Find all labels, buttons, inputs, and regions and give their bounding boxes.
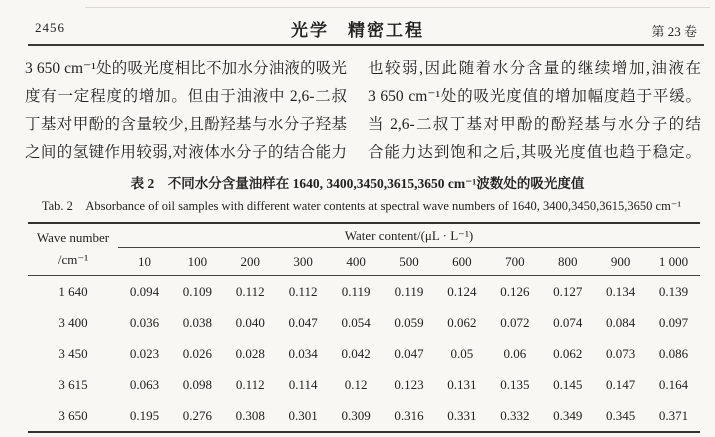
wave-number-cell: 3 615 (58, 377, 88, 392)
water-content-column-header: 400 (330, 248, 383, 276)
absorbance-value-cell: 0.332 (500, 408, 530, 423)
body-text-line: 也较弱,因此随着水分含量的继续增加,油液在 (368, 60, 701, 77)
absorbance-value-cell: 0.036 (129, 315, 160, 330)
absorbance-value-cell: 0.123 (394, 377, 424, 392)
absorbance-value-cell: 0.135 (500, 377, 530, 392)
absorbance-value-cell: 0.124 (447, 284, 477, 299)
absorbance-value-cell: 0.139 (658, 284, 689, 299)
absorbance-value-cell: 0.112 (288, 284, 318, 299)
absorbance-value-cell: 0.073 (606, 346, 636, 361)
water-content-column-header: 800 (541, 248, 594, 276)
table-caption-zh: 表 2 不同水分含量油样在 1640, 3400,3450,3615,3650 cm⁻¹波数处的吸光度值 (130, 176, 585, 191)
absorbance-value-cell: 0.371 (658, 408, 689, 423)
journal-title: 光学 精密工程 (291, 21, 424, 40)
page-number: 2456 (35, 20, 65, 35)
absorbance-value-cell: 0.072 (500, 315, 530, 330)
absorbance-value-cell: 0.119 (341, 284, 371, 299)
volume-label: 第 23 卷 (651, 24, 697, 39)
water-content-group-header: Water content/(μL · L⁻¹) (118, 224, 700, 248)
table-caption-en: Tab. 2 Absorbance of oil samples with different water contents at spectral wave numbers of 1640, 3400,3450,3615,3650 cm⁻¹ (41, 199, 682, 213)
body-text-line: 3 650 cm⁻¹处的吸光度相比不加水分油液的吸光 (25, 60, 347, 77)
absorbance-value-cell: 0.047 (288, 315, 318, 330)
body-column-left (25, 55, 347, 167)
absorbance-value-cell: 0.084 (606, 315, 636, 330)
absorbance-value-cell: 0.164 (658, 377, 689, 392)
body-text-line: 度有一定程度的增加。但由于油液中 2,6-二叔 (25, 88, 347, 105)
absorbance-value-cell: 0.112 (235, 284, 265, 299)
absorbance-value-cell: 0.127 (553, 284, 583, 299)
water-content-column-header: 900 (594, 248, 647, 276)
water-content-column-header: 300 (277, 248, 330, 276)
absorbance-value-cell: 0.109 (182, 284, 212, 299)
water-content-column-header: 1 000 (647, 248, 700, 276)
absorbance-value-cell: 0.047 (394, 346, 424, 361)
absorbance-value-cell: 0.098 (182, 377, 212, 392)
absorbance-value-cell: 0.026 (182, 346, 212, 361)
absorbance-value-cell: 0.040 (235, 315, 265, 330)
absorbance-value-cell: 0.12 (344, 377, 368, 392)
absorbance-value-cell: 0.195 (129, 408, 160, 423)
body-text-line: 丁基对甲酚的含量较少,且酚羟基与水分子羟基 (25, 116, 347, 133)
wave-number-cell: 3 400 (58, 315, 88, 330)
absorbance-value-cell: 0.028 (235, 346, 265, 361)
absorbance-table (28, 222, 700, 433)
water-content-column-header: 200 (224, 248, 277, 276)
absorbance-value-cell: 0.126 (500, 284, 530, 299)
absorbance-value-cell: 0.145 (553, 377, 583, 392)
absorbance-value-cell: 0.062 (553, 346, 583, 361)
water-content-column-header: 100 (171, 248, 224, 276)
absorbance-value-cell: 0.119 (394, 284, 424, 299)
absorbance-value-cell: 0.062 (447, 315, 477, 330)
absorbance-value-cell: 0.114 (288, 377, 318, 392)
absorbance-value-cell: 0.063 (129, 377, 160, 392)
water-content-column-header: 700 (488, 248, 541, 276)
wave-number-cell: 3 450 (58, 346, 88, 361)
absorbance-value-cell: 0.134 (606, 284, 636, 299)
absorbance-value-cell: 0.276 (182, 408, 212, 423)
absorbance-value-cell: 0.308 (235, 408, 265, 423)
absorbance-value-cell: 0.05 (450, 346, 474, 361)
body-text-line: 之间的氢键作用较弱,对液体水分子的结合能力 (25, 144, 347, 161)
body-text-line: 合能力达到饱和之后,其吸光度值也趋于稳定。 (368, 144, 701, 161)
wave-number-cell: 1 640 (58, 284, 88, 299)
wave-number-cell: 3 650 (58, 408, 88, 423)
absorbance-value-cell: 0.074 (553, 315, 583, 330)
water-content-column-header: 500 (383, 248, 436, 276)
body-text-line: 当 2,6-二叔丁基对甲酚的酚羟基与水分子的结 (368, 116, 701, 133)
body-column-right (368, 55, 701, 167)
absorbance-value-cell: 0.097 (658, 315, 689, 330)
absorbance-value-cell: 0.131 (447, 377, 477, 392)
water-content-column-header: 600 (435, 248, 488, 276)
absorbance-value-cell: 0.086 (658, 346, 689, 361)
absorbance-value-cell: 0.038 (182, 315, 212, 330)
absorbance-value-cell: 0.309 (341, 408, 371, 423)
absorbance-value-cell: 0.023 (129, 346, 160, 361)
absorbance-value-cell: 0.059 (394, 315, 424, 330)
wave-number-header-line1: Wave number (36, 230, 110, 245)
scan-artifact-line (85, 7, 710, 8)
absorbance-value-cell: 0.331 (447, 408, 477, 423)
absorbance-value-cell: 0.034 (288, 346, 318, 361)
absorbance-value-cell: 0.345 (606, 408, 636, 423)
absorbance-value-cell: 0.349 (553, 408, 583, 423)
wave-number-header-line2: /cm⁻¹ (57, 252, 89, 267)
header-rule (28, 44, 704, 46)
water-content-column-header: 10 (118, 248, 171, 276)
absorbance-value-cell: 0.042 (341, 346, 371, 361)
body-text-line: 3 650 cm⁻¹处的吸光度值的增加幅度趋于平缓。 (368, 88, 701, 105)
absorbance-value-cell: 0.301 (288, 408, 318, 423)
absorbance-value-cell: 0.054 (341, 315, 371, 330)
absorbance-value-cell: 0.06 (503, 346, 527, 361)
absorbance-value-cell: 0.112 (235, 377, 265, 392)
absorbance-value-cell: 0.094 (129, 284, 160, 299)
wave-number-header (28, 224, 118, 276)
absorbance-value-cell: 0.316 (394, 408, 424, 423)
absorbance-value-cell: 0.147 (606, 377, 636, 392)
